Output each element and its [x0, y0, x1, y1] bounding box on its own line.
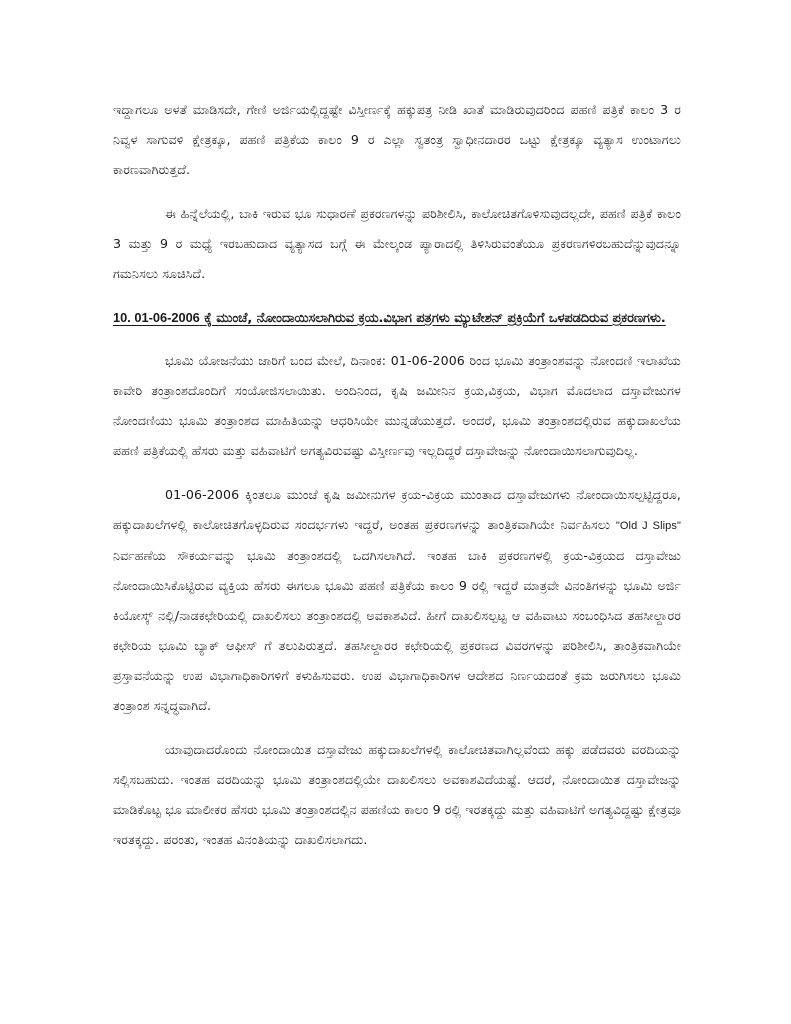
document-page [113, 95, 681, 869]
old-j-slips-text-before: 01-06-2006 ಕ್ಕಿಂತಲೂ ಮುಂಚೆ ಕೃಷಿ ಜಮೀನುಗಳ ಕ್ರಯ-ವಿಕ್ರಯ ಮುಂತಾದ ದಸ್ತಾವೇಜುಗಳು ನೋಂದಾಯಿಸಲ್ಪಟ್ಟಿದ್ದರೂ, ಹಕ್ಕುದಾಖಲೆಗಳಲ್ಲಿ ಕಾಲೋಚಿತಗೊಳ್ಳದಿರುವ ಸಂದರ್ಭಗಳು ಇದ್ದರೆ, ಅಂತಹ ಪ್ರಕರಣಗಳನ್ನು ತಾಂತ್ರಿಕವಾಗಿಯೇ ನಿರ್ವಹಿಸಲು [113, 487, 681, 532]
section-heading-text: ಕ್ಕೆ ಮುಂಚೆ, ನೋಂದಾಯಿಸಲಾಗಿರುವ ಕ್ರಯ.ವಿಭಾಗ ಪತ್ರಗಳು ಮ್ಯುಟೇಶನ್ ಪ್ರಕ್ರಿಯೆಗೆ ಒಳಪಡದಿರುವ ಪ್ರಕರಣಗಳು. [199, 311, 666, 326]
paragraph-continuation: ಇದ್ದಾಗಲೂ ಅಳತೆ ಮಾಡಿಸದೇ, ಗೇಣಿ ಅರ್ಜಿಯಲ್ಲಿದ್ದಷ್ಟೇ ವಿಸ್ತೀರ್ಣಕ್ಕೆ ಹಕ್ಕುಪತ್ರ ನೀಡಿ ಖಾತೆ ಮಾಡಿರುವುದರಿಂದ ಪಹಣಿ ಪತ್ರಿಕೆ ಕಾಲಂ 3 ರ ನಿವ್ವಳ ಸಾಗುವಳಿ ಕ್ಷೇತ್ರಕ್ಕೂ, ಪಹಣಿ ಪತ್ರಿಕೆಯ ಕಾಲಂ 9 ರ ಎಲ್ಲಾ ಸ್ವತಂತ್ರ ಸ್ವಾಧೀನದಾರರ ಒಟ್ಟು ಕ್ಷೇತ್ರಕ್ಕೂ ವ್ಯತ್ಯಾಸ ಉಂಟಾಗಲು ಕಾರಣವಾಗಿರುತ್ತದೆ. [113, 102, 681, 177]
old-j-slips-term: "Old J Slips" [615, 520, 681, 532]
old-j-slips-text-after: ನಿರ್ವಹಣೆಯ ಸೌಕರ್ಯವನ್ನು ಭೂಮಿ ತಂತ್ರಾಂಶದಲ್ಲಿ ಒದಗಿಸಲಾಗಿದೆ. ಇಂತಹ ಬಾಕಿ ಪ್ರಕರಣಗಳಲ್ಲಿ ಕ್ರಯ-ವಿಕ್ರಯದ ದಸ್ತಾವೇಜು ನೋಂದಾಯಿಸಿಕೊಟ್ಟಿರುವ ವ್ಯಕ್ತಿಯ ಹೆಸರು ಈಗಲೂ ಭೂಮಿ ಪಹಣಿ ಪತ್ರಿಕೆಯ ಕಾಲಂ 9 ರಲ್ಲಿ ಇದ್ದರೆ ಮಾತ್ರವೇ ವಿನಂತಿಗಳನ್ನು ಭೂಮಿ ಅರ್ಜಿ ಕಿಯೋಸ್ಕ್ ನಲ್ಲಿ/ನಾಡಕಛೇರಿಯಲ್ಲಿ ದಾಖಲಿಸಲು ತಂತ್ರಾಂಶದಲ್ಲಿ ಅವಕಾಶವಿದೆ. ಹೀಗೆ ದಾಖಲಿಸಲ್ಪಟ್ಟ ಆ ವಹಿವಾಟು ಸಂಬಂಧಿಸಿದ ತಹಸೀಲ್ದಾರರ ಕಛೇರಿಯ ಭೂಮಿ ಬ್ಯಾಕ್ ಆಫೀಸ್ ಗೆ ತಲುಪಿರುತ್ತದೆ. ತಹಸೀಲ್ದಾರರ ಕಛೇರಿಯಲ್ಲಿ ಪ್ರಕರಣದ ವಿವರಗಳನ್ನು ಪರಿಶೀಲಿಸಿ, ತಾಂತ್ರಿಕವಾಗಿಯೇ ಪ್ರಸ್ತಾವನೆಯನ್ನು ಉಪ ವಿಭಾಗಾಧಿಕಾರಿಗಳಿಗೆ ಕಳುಹಿಸುವರು. ಉಪ ವಿಭಾಗಾಧಿಕಾರಿಗಳ ಆದೇಶದ ನಿರ್ಣಯದಂತೆ ಕ್ರಮ ಜರುಗಿಸಲು ಭೂಮಿ ತಂತ್ರಾಂಶ ಸನ್ನದ್ಧವಾಗಿದೆ. [113, 548, 681, 713]
section-heading-number: 10. 01-06-2006 [113, 310, 200, 325]
paragraph-report-filing: ಯಾವುದಾದರೊಂದು ನೋಂದಾಯಿತ ದಸ್ತಾವೇಜು ಹಕ್ಕುದಾಖಲೆಗಳಲ್ಲಿ ಕಾಲೋಚಿತವಾಗಿಲ್ಲವೆಂದು ಹಕ್ಕು ಪಡೆದವರು ವರದಿಯನ್ನು ಸಲ್ಲಿಸಬಹುದು. ಇಂತಹ ವರದಿಯನ್ನು ಭೂಮಿ ತಂತ್ರಾಂಶದಲ್ಲಿಯೇ ದಾಖಲಿಸಲು ಅವಕಾಶವಿದೆಯಷ್ಟೆ. ಆದರೆ, ನೋಂದಾಯಿತ ದಸ್ತಾವೇಜನ್ನು ಮಾಡಿಕೊಟ್ಟ ಭೂ ಮಾಲೀಕರ ಹೆಸರು ಭೂಮಿ ತಂತ್ರಾಂಶದಲ್ಲಿನ ಪಹಣಿಯ ಕಾಲಂ 9 ರಲ್ಲಿ ಇರತಕ್ಕದ್ದು ಮತ್ತು ವಹಿವಾಟಿಗೆ ಅಗತ್ಯವಿದ್ದಷ್ಟು ಕ್ಷೇತ್ರವೂ ಇರತಕ್ಕದ್ದು. ಪರಂತು, ಇಂತಹ ವಿನಂತಿಯನ್ನು ದಾಖಲಿಸಲಾಗದು. [113, 742, 681, 847]
paragraph-bhoomi-integration: ಭೂಮಿ ಯೋಜನೆಯು ಜಾರಿಗೆ ಬಂದ ಮೇಲೆ, ದಿನಾಂಕ: 01-06-2006 ರಿಂದ ಭೂಮಿ ತಂತ್ರಾಂಶವನ್ನು ನೋಂದಣಿ ಇಲಾಖೆಯ ಕಾವೇರಿ ತಂತ್ರಾಂಶದೊಂದಿಗೆ ಸಂಯೋಜಿಸಲಾಯಿತು. ಅಂದಿನಿಂದ, ಕೃಷಿ ಜಮೀನಿನ ಕ್ರಯ,ವಿಕ್ರಯ, ವಿಭಾಗ ಮೊದಲಾದ ದಸ್ತಾವೇಜುಗಳ ನೋಂದಣಿಯು ಭೂಮಿ ತಂತ್ರಾಂಶದ ಮಾಹಿತಿಯನ್ನು ಆಧರಿಸಿಯೇ ಮುನ್ನಡೆಯುತ್ತದೆ. ಅಂದರೆ, ಭೂಮಿ ತಂತ್ರಾಂಶದಲ್ಲಿರುವ ಹಕ್ಕುದಾಖಲೆಯ ಪಹಣಿ ಪತ್ರಿಕೆಯಲ್ಲಿ ಹೆಸರು ಮತ್ತು ವಹಿವಾಟಿಗೆ ಅಗತ್ಯವಿರುವಷ್ಟು ವಿಸ್ತೀರ್ಣವು ಇಲ್ಲದಿದ್ದರೆ ದಸ್ತಾವೇಜನ್ನು ನೋಂದಾಯಿಸಲಾಗುವುದಿಲ್ಲ. [113, 353, 681, 458]
section-heading [113, 303, 681, 334]
paragraph-old-j-slips [113, 480, 681, 721]
paragraph-review-instruction: ಈ ಹಿನ್ನೆಲೆಯಲ್ಲಿ, ಬಾಕಿ ಇರುವ ಭೂ ಸುಧಾರಣೆ ಪ್ರಕರಣಗಳನ್ನು ಪರಿಶೀಲಿಸಿ, ಕಾಲೋಚಿತಗೊಳಿಸುವುದಲ್ಲದೇ, ಪಹಣಿ ಪತ್ರಿಕೆ ಕಾಲಂ 3 ಮತ್ತು 9 ರ ಮಧ್ಯೆ ಇರಬಹುದಾದ ವ್ಯತ್ಯಾಸದ ಬಗ್ಗೆ ಈ ಮೇಲ್ಕಂಡ ಪ್ಯಾರಾದಲ್ಲಿ ತಿಳಿಸಿರುವಂತೆಯೂ ಪ್ರಕರಣಗಳಿರಬಹುದೆನ್ನುವುದನ್ನೂ ಗಮನಿಸಲು ಸೂಚಿಸಿದೆ. [113, 206, 681, 281]
